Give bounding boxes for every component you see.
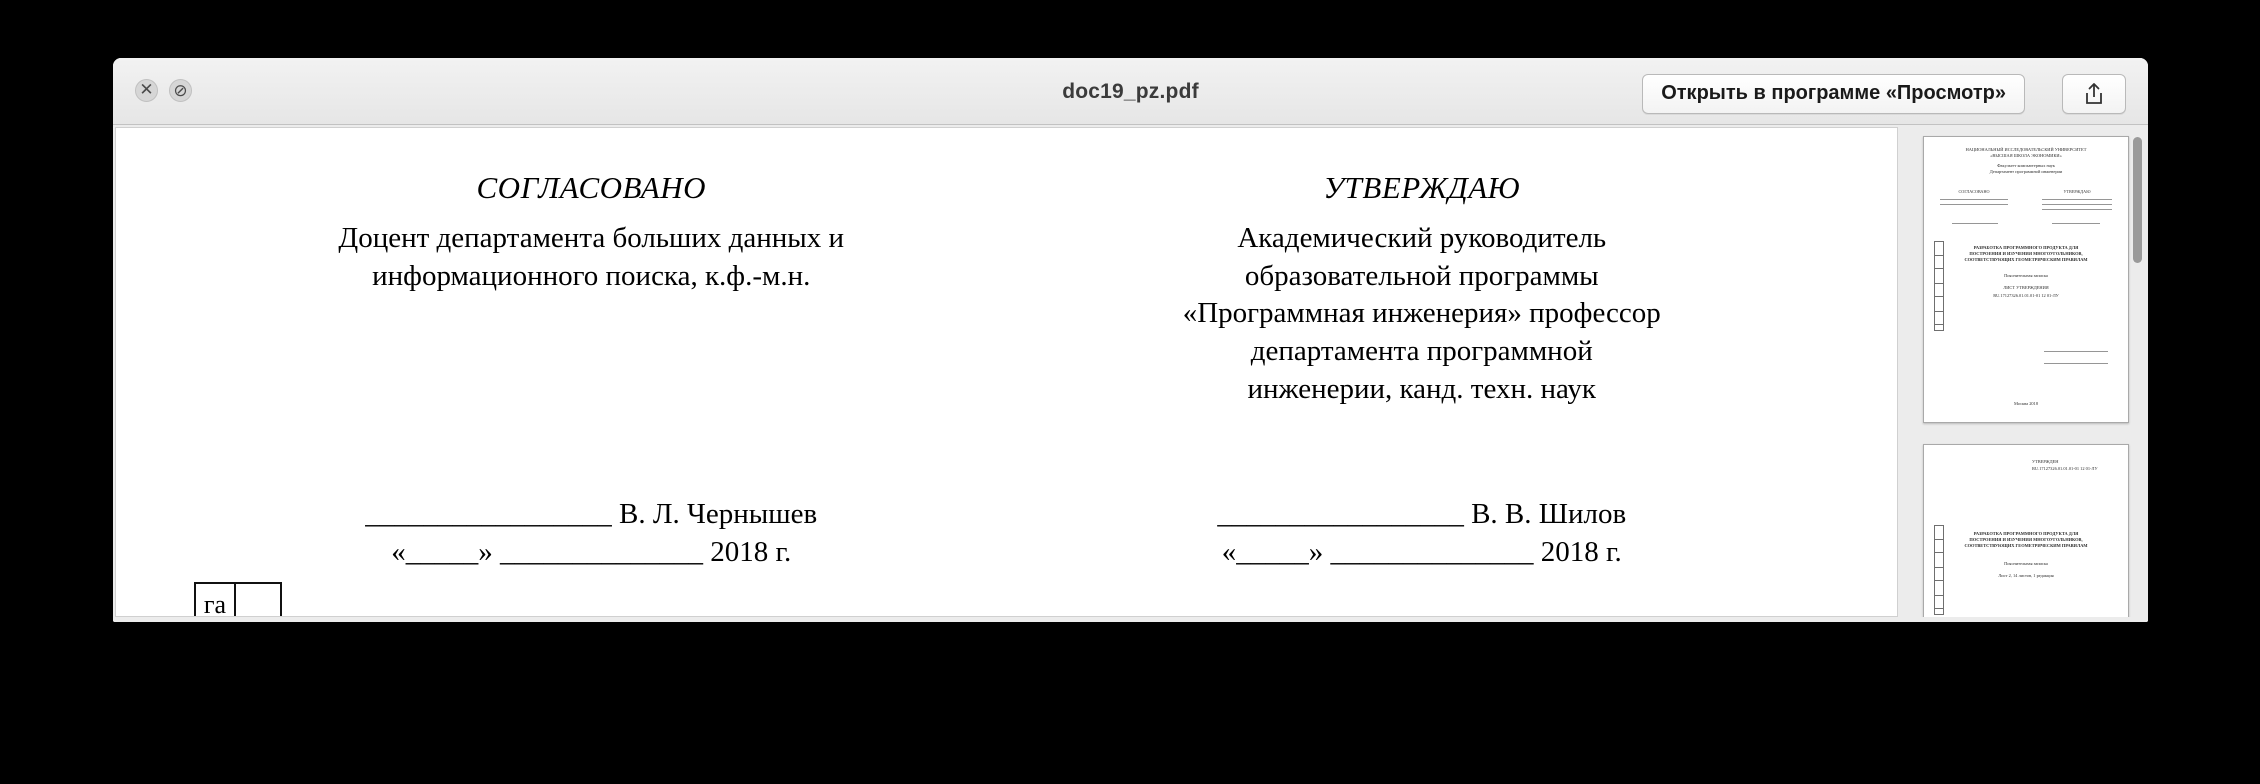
no-entry-icon[interactable]: ⊘ [169, 79, 192, 102]
thumb1-title-3: СООТВЕТСТВУЮЩИХ ГЕОМЕТРИЧЕСКИМ ПРАВИЛАМ [1964, 257, 2088, 262]
utverzhdayu-line-5: инженерии, канд. техн. наук [1247, 372, 1596, 405]
thumb1-footer: Москва 2018 [2013, 401, 2039, 406]
thumb2-margin-tick-2 [1934, 567, 1944, 581]
thumb1-header-4: Департамент программной инженерии [1989, 169, 2063, 174]
thumb1-rule-c [2042, 199, 2112, 200]
window-titlebar [113, 58, 2148, 125]
thumb1-margin-tick-3 [1934, 311, 1944, 325]
approval-columns [116, 170, 1897, 408]
thumb2-title-3: СООТВЕТСТВУЮЩИХ ГЕОМЕТРИЧЕСКИМ ПРАВИЛАМ [1964, 543, 2088, 548]
thumb1-sub-1: Пояснительная записка [2004, 273, 2048, 278]
utverzhdayu-line-4: департамента программной [1250, 335, 1593, 368]
utverzhdayu-line-3: «Программная инженерия» профессор [1182, 297, 1661, 330]
thumb2-sub-2: Лист 2, 14 листов, 1 редакция [1998, 573, 2054, 578]
thumb1-rule-h [2044, 351, 2108, 352]
document-page-view[interactable] [115, 127, 1898, 617]
thumb1-rule-b [1940, 204, 2008, 205]
utverzhdayu-heading: УТВЕРЖДАЮ [1323, 170, 1521, 205]
signature-block-left [116, 496, 1007, 571]
thumb2-sub-1: Пояснительная записка [2004, 561, 2048, 566]
thumb2-header-1: УТВЕРЖДЕН [2032, 459, 2059, 464]
thumb1-header-2: «ВЫСШАЯ ШКОЛА ЭКОНОМИКИ» [1990, 153, 2062, 158]
thumb2-margin-tick-3 [1934, 595, 1944, 609]
thumb1-rule-d [2042, 204, 2112, 205]
close-icon[interactable]: ✕ [135, 79, 158, 102]
date-line-right: «_____» ______________ 2018 г. [1221, 535, 1622, 568]
thumb1-margin-tick-2 [1934, 283, 1944, 297]
soglasovano-line-2: информационного поиска, к.ф.-м.н. [372, 259, 811, 292]
page-1-thumbnail[interactable] [1923, 136, 2129, 423]
signature-line-right: _________________ В. В. Шилов [1217, 498, 1627, 530]
thumb1-margin-tick-1 [1934, 255, 1944, 269]
thumb2-header-2: RU.17127326.01.01.01-01 12 01-ЛУ [2032, 466, 2098, 471]
thumb1-left-head: СОГЛАСОВАНО [1958, 189, 1990, 194]
thumb1-rule-e [2042, 209, 2112, 210]
utverzhdayu-line-1: Академический руководитель [1237, 222, 1607, 254]
thumbnail-sidebar[interactable] [1906, 127, 2146, 617]
thumb1-right-head: УТВЕРЖДАЮ [2063, 189, 2091, 194]
thumb1-rule-f [1952, 223, 1998, 224]
thumbnail-scrollbar[interactable] [2133, 137, 2142, 263]
soglasovano-line-1: Доцент департамента больших данных и [338, 222, 845, 254]
quick-look-content [113, 125, 2148, 622]
stamp-cell-text: га [196, 584, 236, 617]
column-utverzhdayu [1007, 170, 1898, 408]
thumb1-rule-i [2044, 363, 2108, 364]
share-icon [2083, 82, 2105, 106]
stamp-cell-empty [236, 584, 280, 617]
signature-block-right [1007, 496, 1898, 571]
signature-row [116, 496, 1897, 571]
column-soglasovano [116, 170, 1007, 408]
open-in-preview-button[interactable]: Открыть в программе «Просмотр» [1642, 74, 2025, 114]
pdf-page-1 [116, 128, 1897, 616]
thumb2-margin-tick-1 [1934, 539, 1944, 553]
thumb1-header-1: НАЦИОНАЛЬНЫЙ ИССЛЕДОВАТЕЛЬСКИЙ УНИВЕРСИТЕТ [1965, 147, 2087, 152]
signature-line-left: _________________ В. Л. Чернышев [365, 498, 818, 530]
thumb1-rule-g [2052, 223, 2100, 224]
page-2-thumbnail[interactable] [1923, 444, 2129, 617]
thumb1-sub-2: ЛИСТ УТВЕРЖДЕНИЯ [2003, 285, 2049, 290]
stamp-frame [194, 582, 282, 617]
thumb1-title-1: РАЗРАБОТКА ПРОГРАММНОГО ПРОДУКТА ДЛЯ [1973, 245, 2079, 250]
quick-look-window [113, 58, 2148, 622]
thumb2-title-2: ПОСТРОЕНИЯ И ИЗУЧЕНИЯ МНОГОУГОЛЬНИКОВ, [1969, 537, 2083, 542]
utverzhdayu-line-2: образовательной программы [1244, 259, 1599, 292]
soglasovano-heading: СОГЛАСОВАНО [476, 170, 706, 205]
thumb1-title-2: ПОСТРОЕНИЯ И ИЗУЧЕНИЯ МНОГОУГОЛЬНИКОВ, [1969, 251, 2083, 256]
date-line-left: «_____» ______________ 2018 г. [391, 535, 792, 568]
thumb1-sub-3: RU.17127326.01.01.01-01 12 01-ЛУ [1993, 293, 2059, 298]
thumb2-title-1: РАЗРАБОТКА ПРОГРАММНОГО ПРОДУКТА ДЛЯ [1973, 531, 2079, 536]
share-button[interactable] [2062, 74, 2126, 114]
page-title: doc19_pz.pdf [1062, 80, 1199, 103]
thumb1-header-3: Факультет компьютерных наук [1997, 163, 2055, 168]
thumb1-rule-a [1940, 199, 2008, 200]
